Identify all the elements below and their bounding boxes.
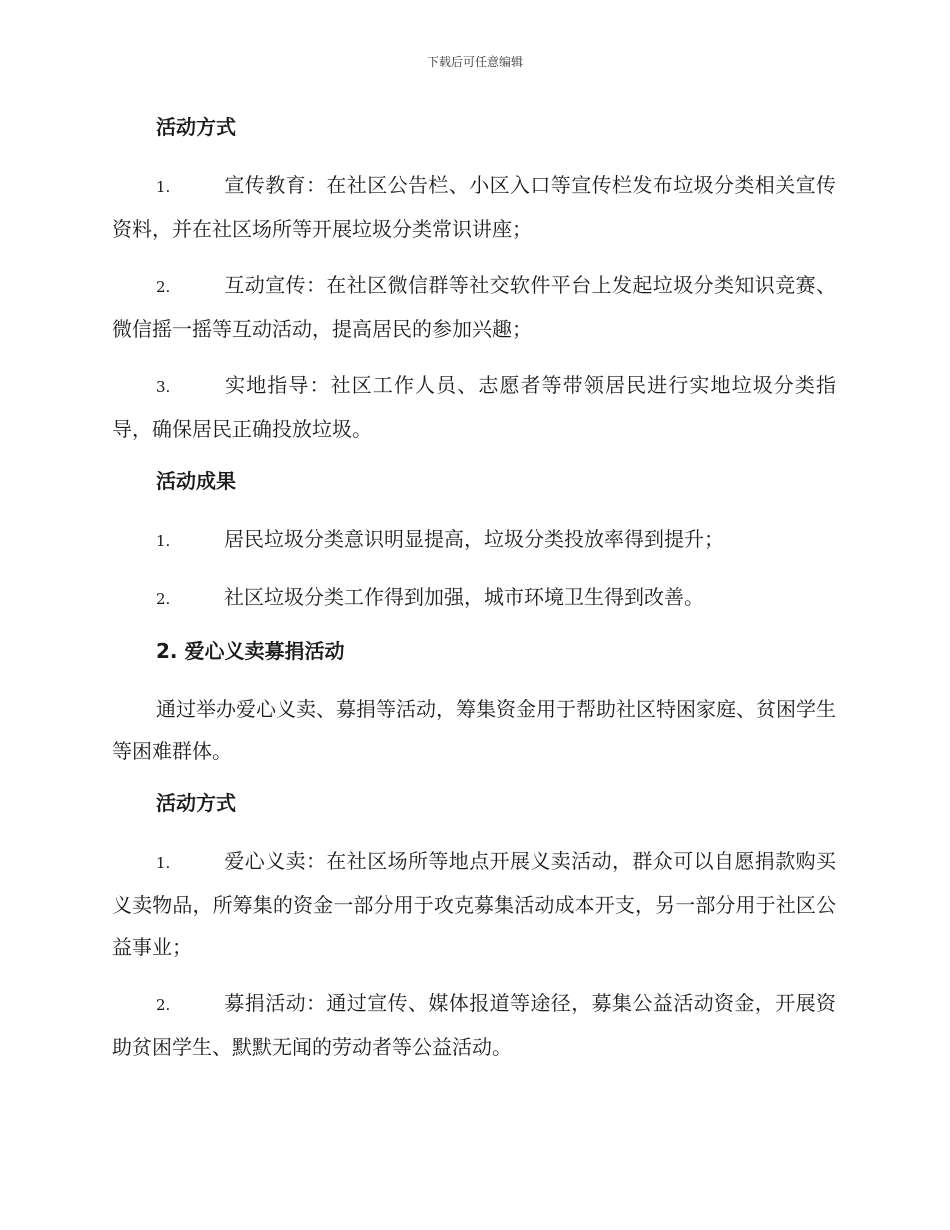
list-item-text: 互动宣传：在社区微信群等社交软件平台上发起垃圾分类知识竞赛、微信摇一摇等互动活动，提高居民的参加兴趣； — [112, 273, 836, 341]
list-item-number: 2. — [156, 278, 171, 296]
list-item — [112, 264, 836, 350]
list-item — [112, 518, 836, 562]
body-paragraph: 通过举办爱心义卖、募捐等活动，筹集资金用于帮助社区特困家庭、贫困学生等困难群体。 — [112, 697, 836, 763]
list-item-number: 3. — [156, 378, 171, 396]
list-item — [112, 576, 836, 620]
list-item-text: 居民垃圾分类意识明显提高，垃圾分类投放率得到提升； — [224, 527, 724, 551]
list-item-text: 宣传教育：在社区公告栏、小区入口等宣传栏发布垃圾分类相关宣传资料，并在社区场所等开展垃圾分类常识讲座； — [112, 173, 836, 241]
document-body — [112, 110, 836, 1082]
list-item-number: 2. — [156, 590, 171, 608]
list-item — [112, 164, 836, 250]
section-heading: 活动方式 — [156, 115, 236, 139]
list-item-text: 社区垃圾分类工作得到加强，城市环境卫生得到改善。 — [224, 585, 704, 609]
section-heading: 活动成果 — [156, 469, 236, 493]
list-item — [112, 840, 836, 968]
list-item — [112, 982, 836, 1068]
list-item-number: 1. — [156, 854, 171, 872]
list-item-number: 1. — [156, 178, 171, 196]
section-heading: 活动方式 — [156, 791, 236, 815]
page-header: 下载后可任意编辑 — [426, 55, 523, 69]
list-item-text: 实地指导：社区工作人员、志愿者等带领居民进行实地垃圾分类指导，确保居民正确投放垃圾。 — [112, 373, 836, 441]
list-item-text: 募捐活动：通过宣传、媒体报道等途径，募集公益活动资金，开展资助贫困学生、默默无闻的劳动者等公益活动。 — [112, 991, 836, 1059]
list-item-number: 1. — [156, 532, 171, 550]
list-item — [112, 364, 836, 450]
list-item-text: 爱心义卖：在社区场所等地点开展义卖活动，群众可以自愿捐款购买义卖物品，所筹集的资金一部分用于攻克募集活动成本开支，另一部分用于社区公益事业； — [112, 849, 836, 959]
list-item-number: 2. — [156, 996, 171, 1014]
section-heading: 2. 爱心义卖募捐活动 — [156, 639, 345, 663]
